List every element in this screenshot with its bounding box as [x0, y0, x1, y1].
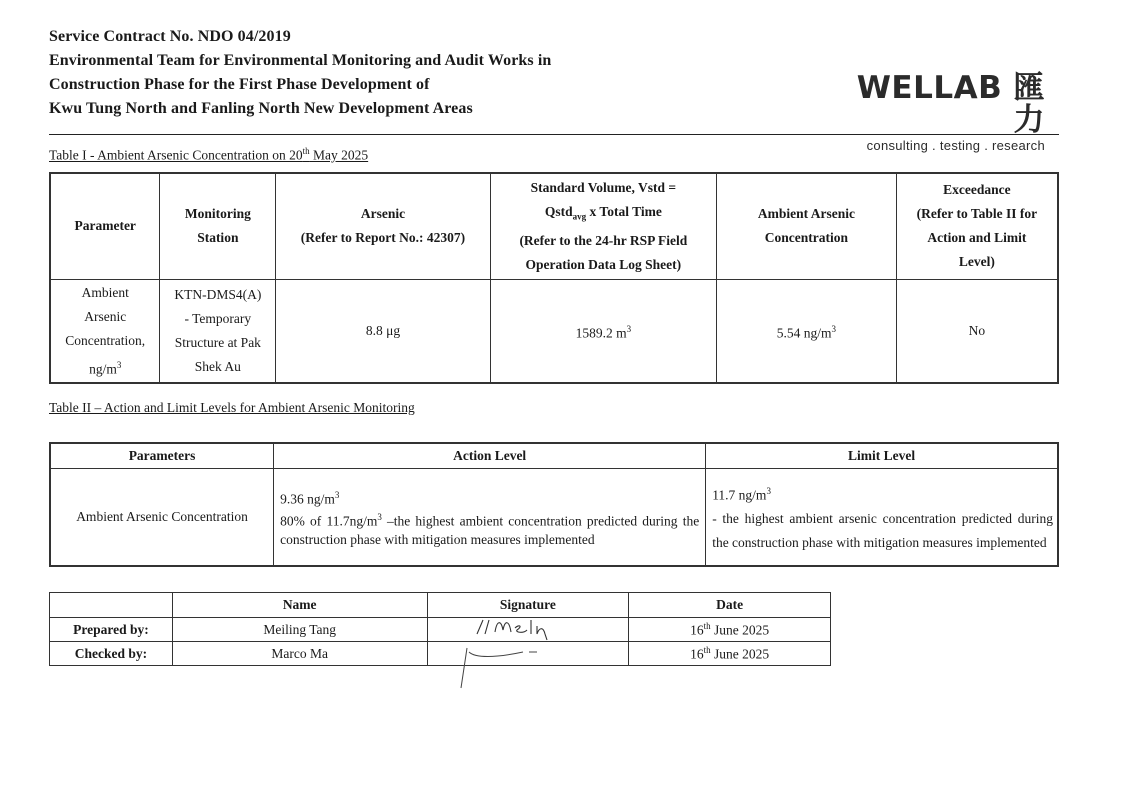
label-prepared-by: Prepared by: [50, 618, 173, 642]
signature-marco [461, 648, 537, 688]
header-monitoring-station: Monitoring Station [160, 173, 276, 279]
table1-header-row [50, 173, 1058, 279]
header-parameters: Parameters [50, 443, 274, 469]
checked-date: 16th June 2025 [629, 642, 831, 666]
header-line-2: Environmental Team for Environmental Monitoring and Audit Works in [49, 52, 552, 69]
header-name: Name [172, 593, 427, 618]
signature-meiling [477, 620, 547, 640]
cell-exceedance: No [896, 279, 1058, 383]
label-checked-by: Checked by: [50, 642, 173, 666]
signoff-blank-header [50, 593, 173, 618]
header-date: Date [629, 593, 831, 618]
header-line-3: Construction Phase for the First Phase Development of [49, 76, 430, 93]
header-arsenic: Arsenic (Refer to Report No.: 42307) [276, 173, 490, 279]
cell-action-level: 9.36 $ng/m^3$ 80% of $11.7ng/m^3$ –the highest ambient concentration predicted during the construction phase with mitigation measures implemented [274, 469, 706, 567]
cell-standard-volume: 1589.2 $m^3$ [490, 279, 716, 383]
signoff-row-checked [50, 642, 831, 666]
header-standard-volume: Standard Volume, Vstd = Qstd$_{avg}$ x Total Time (Refer to the 24-hr RSP Field Operation Data Log Sheet) [490, 173, 716, 279]
table1-data-row [50, 279, 1058, 383]
table2-header-row [50, 443, 1058, 469]
header-limit-level: Limit Level [706, 443, 1058, 469]
header-parameter: Parameter [50, 173, 160, 279]
cell-parameter-name: Ambient Arsenic Concentration [50, 469, 274, 567]
header-signature: Signature [427, 593, 629, 618]
cell-station: KTN-DMS4(A) - Temporary Structure at Pak Shek Au [160, 279, 276, 383]
signoff-header-row [50, 593, 831, 618]
cell-concentration: 5.54 $ng/m^3$ [717, 279, 897, 383]
table2-data-row [50, 469, 1058, 567]
logo-tagline: consulting . testing . research [866, 138, 1045, 153]
checked-name: Marco Ma [172, 642, 427, 666]
table1-caption: Table I - Ambient Arsenic Concentration on 20th May 2025 [49, 146, 369, 163]
header-line-4: Kwu Tung North and Fanling North New Development Areas [49, 100, 473, 117]
document-header [49, 25, 669, 121]
cell-arsenic: 8.8 μg [276, 279, 490, 383]
wellab-logo [845, 72, 1045, 153]
cell-parameter: Ambient Arsenic Concentration, $ng/m^3$ [50, 279, 160, 383]
prepared-date: 16th June 2025 [629, 618, 831, 642]
logo-mark: WELLAB 匯力 [856, 70, 1045, 138]
arsenic-concentration-table [49, 172, 1059, 384]
handwritten-signatures [455, 612, 595, 692]
prepared-name: Meiling Tang [172, 618, 427, 642]
header-exceedance: Exceedance (Refer to Table II for Action and Limit Level) [896, 173, 1058, 279]
signoff-row-prepared [50, 618, 831, 642]
header-action-level: Action Level [274, 443, 706, 469]
table2-caption: Table II – Action and Limit Levels for Ambient Arsenic Monitoring [49, 400, 415, 415]
header-divider [49, 134, 1059, 135]
header-ambient-concentration: Ambient Arsenic Concentration [717, 173, 897, 279]
action-limit-table [49, 442, 1059, 567]
signoff-table [49, 592, 831, 666]
contract-number: Service Contract No. NDO 04/2019 [49, 28, 291, 45]
cell-limit-level: 11.7 $ng/m^3$ - the highest ambient arsenic concentration predicted during the construction phase with mitigation measures implemented [706, 469, 1058, 567]
